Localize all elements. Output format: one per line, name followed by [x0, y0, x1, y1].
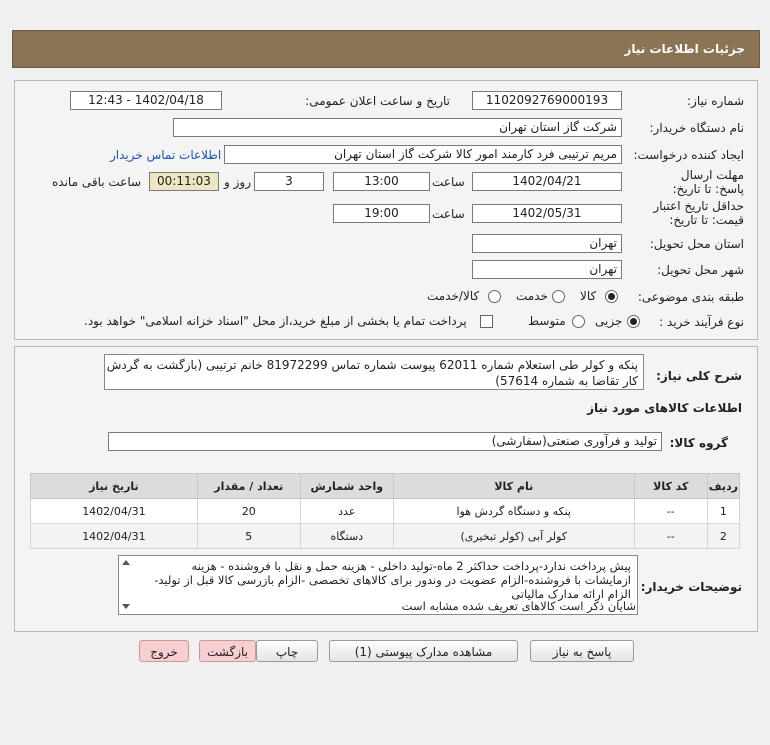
buyer-org-label: نام دستگاه خریدار: [649, 121, 744, 135]
validity-time-field: 19:00 [333, 204, 430, 223]
validity-date-field: 1402/05/31 [472, 204, 622, 223]
page-title: جزئیات اطلاعات نیاز [624, 42, 745, 56]
reply-button[interactable]: پاسخ به نیاز [530, 640, 634, 662]
goods-table [30, 473, 740, 549]
print-button[interactable]: چاپ [256, 640, 318, 662]
goods-group-field: تولید و فرآوری صنعتی(سفارشی) [108, 432, 662, 451]
cell-unit: دستگاه [300, 524, 393, 549]
exit-button[interactable]: خروج [139, 640, 189, 662]
col-unit: واحد شمارش [300, 474, 393, 499]
summary-line-2: کار تقاضا به شماره 57614) [495, 374, 638, 388]
category-radio-goods[interactable] [605, 290, 618, 303]
scroll-down-icon[interactable] [122, 604, 130, 609]
cell-row: 1 [707, 499, 739, 524]
category-option-service: خدمت [516, 289, 548, 303]
col-row: ردیف [707, 474, 739, 499]
remaining-time-field: 00:11:03 [149, 172, 219, 191]
delivery-city-field: تهران [472, 260, 622, 279]
announce-field: 1402/04/18 - 12:43 [70, 91, 222, 110]
col-qty: تعداد / مقدار [197, 474, 300, 499]
days-field: 3 [254, 172, 324, 191]
delivery-province-field: تهران [472, 234, 622, 253]
table-row [31, 499, 740, 524]
col-date: تاریخ نیاز [31, 474, 198, 499]
buyer-org-field: شرکت گاز استان تهران [173, 118, 622, 137]
cell-qty: 5 [197, 524, 300, 549]
delivery-city-label: شهر محل تحویل: [657, 263, 744, 277]
category-option-both: کالا/خدمت [427, 289, 480, 303]
back-button[interactable]: بازگشت [199, 640, 256, 662]
process-radio-medium[interactable] [572, 315, 585, 328]
process-radio-minor[interactable] [627, 315, 640, 328]
validity-label: حداقل تاریخ اعتبار قیمت: تا تاریخ: [653, 199, 744, 227]
remaining-label: ساعت باقی مانده [52, 175, 142, 189]
need-number-label: شماره نیاز: [687, 94, 744, 108]
announce-label: تاریخ و ساعت اعلان عمومی: [305, 94, 450, 108]
cell-unit: عدد [300, 499, 393, 524]
col-code: کد کالا [634, 474, 707, 499]
goods-section-title: اطلاعات کالاهای مورد نیاز [587, 401, 742, 415]
category-radio-both[interactable] [488, 290, 501, 303]
notes-line-3: الزام ارائه مدارک مالیاتی [511, 587, 631, 601]
summary-line-1: پنکه و کولر طی استعلام شماره 62011 پیوست شماره تماس 81972299 خانم ترتیبی (بازگشت به گردش [106, 358, 638, 372]
category-option-goods: کالا [580, 289, 597, 303]
deadline-label: مهلت ارسال پاسخ: تا تاریخ: [672, 168, 744, 196]
page-header [12, 30, 760, 68]
buyer-notes-label: توضیحات خریدار: [640, 580, 742, 594]
cell-date: 1402/04/31 [31, 524, 198, 549]
cell-code: -- [634, 524, 707, 549]
delivery-province-label: استان محل تحویل: [649, 237, 744, 251]
goods-table-header [31, 474, 740, 499]
process-label: نوع فرآیند خرید : [659, 315, 744, 329]
scroll-up-icon[interactable] [122, 560, 130, 565]
creator-field: مریم ترتیبی فرد کارمند امور کالا شرکت گاز استان تهران [224, 145, 622, 164]
view-attachments-button[interactable]: مشاهده مدارک پیوستی (1) [329, 640, 518, 662]
col-name: نام کالا [393, 474, 634, 499]
notes-line-1: پیش پرداخت ندارد-پرداخت حداکثر 2 ماه-تولید داخلی - هزینه حمل و نقل با فروشنده - هزینه [191, 559, 631, 573]
notes-line-4: شایان ذکر است کالاهای تعریف شده مشابه است [401, 599, 636, 613]
category-radio-service[interactable] [552, 290, 565, 303]
deadline-time-label: ساعت [432, 175, 465, 189]
treasury-checkbox[interactable] [480, 315, 493, 328]
process-option-minor: جزیی [595, 314, 623, 328]
cell-name: کولر آبی (کولر تبخیری) [393, 524, 634, 549]
validity-time-label: ساعت [432, 207, 465, 221]
notes-line-2: ازمایشات با فروشنده-الزام عضویت در وندور برای کالاهای تخصصی -الزام بازرسی کالا قبل از تولید- [154, 573, 631, 587]
deadline-time-field: 13:00 [333, 172, 430, 191]
cell-name: پنکه و دستگاه گردش هوا [393, 499, 634, 524]
cell-date: 1402/04/31 [31, 499, 198, 524]
cell-code: -- [634, 499, 707, 524]
buyer-contact-link[interactable]: اطلاعات تماس خریدار [110, 148, 222, 162]
creator-label: ایجاد کننده درخواست: [633, 148, 744, 162]
need-number-field: 1102092769000193 [472, 91, 622, 110]
cell-qty: 20 [197, 499, 300, 524]
category-label: طبقه بندی موضوعی: [637, 290, 744, 304]
deadline-date-field: 1402/04/21 [472, 172, 622, 191]
summary-box [104, 354, 644, 390]
cell-row: 2 [707, 524, 739, 549]
goods-group-label: گروه کالا: [669, 436, 728, 450]
table-row [31, 524, 740, 549]
process-option-medium: متوسط [528, 314, 566, 328]
payment-note: پرداخت تمام یا بخشی از مبلغ خرید،از محل "اسناد خزانه اسلامی" خواهد بود. [84, 314, 467, 328]
days-label: روز و [224, 175, 251, 189]
summary-label: شرح کلی نیاز: [656, 369, 742, 383]
